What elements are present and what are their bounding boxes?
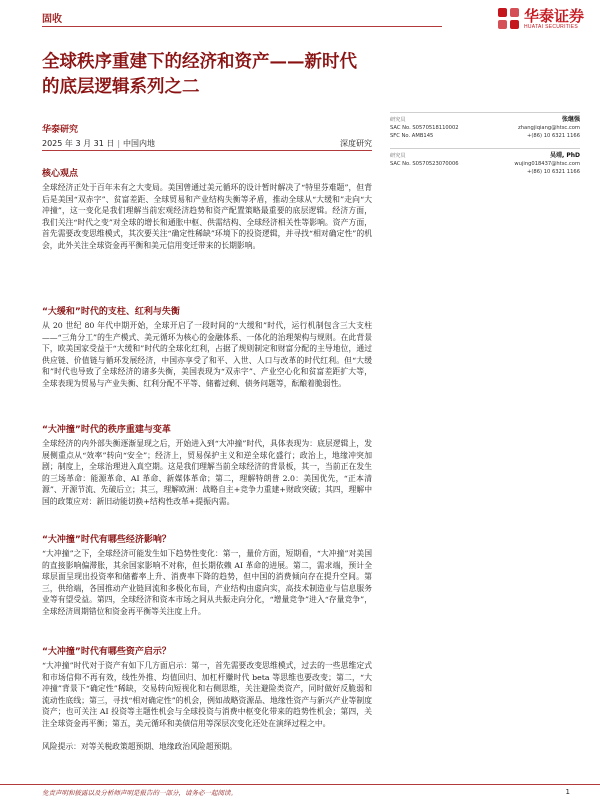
- analyst-role: 研究员: [390, 153, 406, 159]
- section-text: 从 20 世纪 80 年代中期开始，全球开启了一段时间的“大缓和”时代，运行机制包含三大支柱——“三角分工”的生产模式、美元循环为核心的金融体系、一体化的治理架构与规则。在此背景下，欧美国家受益于“大缓和”时代的全球化红利，占据了规则制定和财富分配的主导地位，通过供应链、价值链与循环发展经济，中国亦享受了和平、入世、人口与改革的时代红利。但“大缓和”时代也导致了全球经济的诸多失衡，美国表现为“双赤字”、产业空心化和贫富差距扩大等，全球表现为贸易与产业失衡、红利分配不平等、储蓄过剩、债务问题等，酝酿着脆弱性。: [42, 321, 372, 388]
- report-date: 2025 年 3 月 31 日: [42, 139, 115, 148]
- date-divider: [42, 150, 372, 151]
- analyst-sac: SAC No. S0570523070006: [390, 161, 459, 167]
- analyst-panel: [390, 112, 580, 184]
- section-heading: 核心观点: [42, 169, 79, 179]
- report-region: 中国内地: [123, 139, 156, 148]
- analyst-sfc: SFC No. AMB145: [390, 133, 434, 139]
- section-heading: “大冲撞”时代有哪些经济影响？: [42, 535, 171, 545]
- analyst-name: 吴靖, PhD: [549, 152, 580, 159]
- analyst-phone: +(86) 10 6321 1166: [527, 169, 580, 175]
- date-line: 2025 年 3 月 31 日 | 中国内地 深度研究: [42, 139, 372, 148]
- footer-divider: [0, 784, 600, 785]
- logo-en-text: HUATAI SECURITIES: [523, 24, 579, 30]
- company-logo: [498, 8, 584, 30]
- analyst-email[interactable]: wujing018437@htsc.com: [514, 161, 580, 167]
- risk-warning: 风险提示：对等关税政策超预期、地缘政治风险超预期。: [42, 742, 237, 751]
- section-label: 固收: [42, 14, 62, 25]
- section-economic-impact: [42, 532, 372, 618]
- section-asset-implications: [42, 644, 372, 730]
- analyst-sac: SAC No. S0570518110002: [390, 125, 459, 131]
- report-header: [0, 0, 600, 48]
- analyst-card: [390, 148, 580, 176]
- section-core-views: [42, 166, 372, 252]
- analyst-role: 研究员: [390, 117, 406, 123]
- disclaimer-footer: 免责声明和披露以及分析师声明是报告的一部分，请务必一起阅读。: [42, 789, 237, 797]
- section-great-moderation: [42, 304, 372, 390]
- section-text: 全球经济的内外部失衡逐渐显现之后，开始进入到“大冲撞”时代，具体表现为：底层逻辑上，发展侧重点从“效率”转向“安全”；经济上，贸易保护主义和逆全球化盛行；政治上，地缘冲突加剧；制度上，全球治理进入真空期。这是我们理解当前全球经济的背景板，其一，当前正在发生的三场革命：能源革命、AI 革命、新媒体革命；第二，理解特朗普 2.0：美国优先，“正本清源”、开源节流、先破后立；其三，理解欧洲：战略自主+竞争力重建+财政突破；其四，理解中国的政策应对：新旧动能切换+结构性改革+提振内需。: [42, 439, 372, 506]
- section-text: “大冲撞”时代对于资产有如下几方面启示：第一，首先需要改变思维模式，过去的一些思维定式和市场信仰不再有效，线性外推、均值回归、加杠杆赚时代 beta 等思维也要改变；第二，“大冲撞”背景下“确定性”稀缺，交易转向短视化和右侧思维，关注避险类资产，同时做好反脆弱和流动性底线；第三，寻找“相对确定性”的机会，例如战略资源品、地缘性资产与新兴产业等制度资产；也可关注 AI 投资等主题性机会与全球投资与消费中枢变化带来的趋势性机会；第四，关注全球资金再平衡；第五，美元循环和美债信用等深层次变化还处在演绎过程之中。: [42, 661, 372, 728]
- section-text: 全球经济正处于百年未有之大变局。美国曾通过美元循环的设计暂时解决了“特里芬难题”，但背后是美国“双赤字”、贫富差距、全球贸易和产业结构失衡等矛盾，推动全球从“大缓和”走向“大冲撞”，这一变化是我们理解当前宏观经济趋势和资产配置策略最重要的底层逻辑。经济方面，我们关注“时代之变”对全球的增长和通胀中枢、供需结构、全球经济相关性等影响。资产方面，首先需要改变思维模式，其次要关注“确定性稀缺”环境下的投资逻辑，并寻找“相对确定性”的机会，此外关注全球资金再平衡和美元信用变迁带来的长期影响。: [42, 183, 372, 250]
- section-heading: “大缓和”时代的支柱、红利与失衡: [42, 307, 180, 317]
- analyst-name: 张继强: [561, 116, 580, 123]
- logo-mark-icon: [498, 8, 520, 30]
- header-divider: [42, 26, 442, 27]
- analyst-email[interactable]: zhangjiqiang@htsc.com: [518, 125, 580, 131]
- brand-label: 华泰研究: [42, 125, 79, 135]
- analyst-card: [390, 112, 580, 140]
- logo-cn-text: 华泰证券: [523, 7, 584, 25]
- report-title: 全球秩序重建下的经济和资产——新时代的底层逻辑系列之二: [42, 52, 357, 97]
- section-heading: “大冲撞”时代的秩序重建与变革: [42, 425, 171, 435]
- section-heading: “大冲撞”时代有哪些资产启示？: [42, 647, 171, 657]
- report-type: 深度研究: [340, 139, 372, 148]
- section-text: “大冲撞”之下，全球经济可能发生如下趋势性变化：第一，量价方面，短期看，“大冲撞”对美国的直接影响偏滞胀，其余国家影响不对称，但长期依赖 AI 革命的进展。第二，需求端，预计全球层面呈现出投资率和储蓄率上升、消费率下降的趋势，但中国的消费倾向存在提升空间。第三，供给端，各国推动产业链回流和多极化布局，产业结构由虚向实，高技术制造业与信息服务业等有望受益。第四，全球经济和资本市场之间从共振走向分化，“增量竞争”进入“存量竞争”，全球经济周期错位和资金再平衡等关注度上升。: [42, 549, 372, 616]
- analyst-phone: +(86) 10 6321 1166: [527, 133, 580, 139]
- section-order-rebuild: [42, 422, 372, 508]
- page-number: 1: [565, 788, 570, 796]
